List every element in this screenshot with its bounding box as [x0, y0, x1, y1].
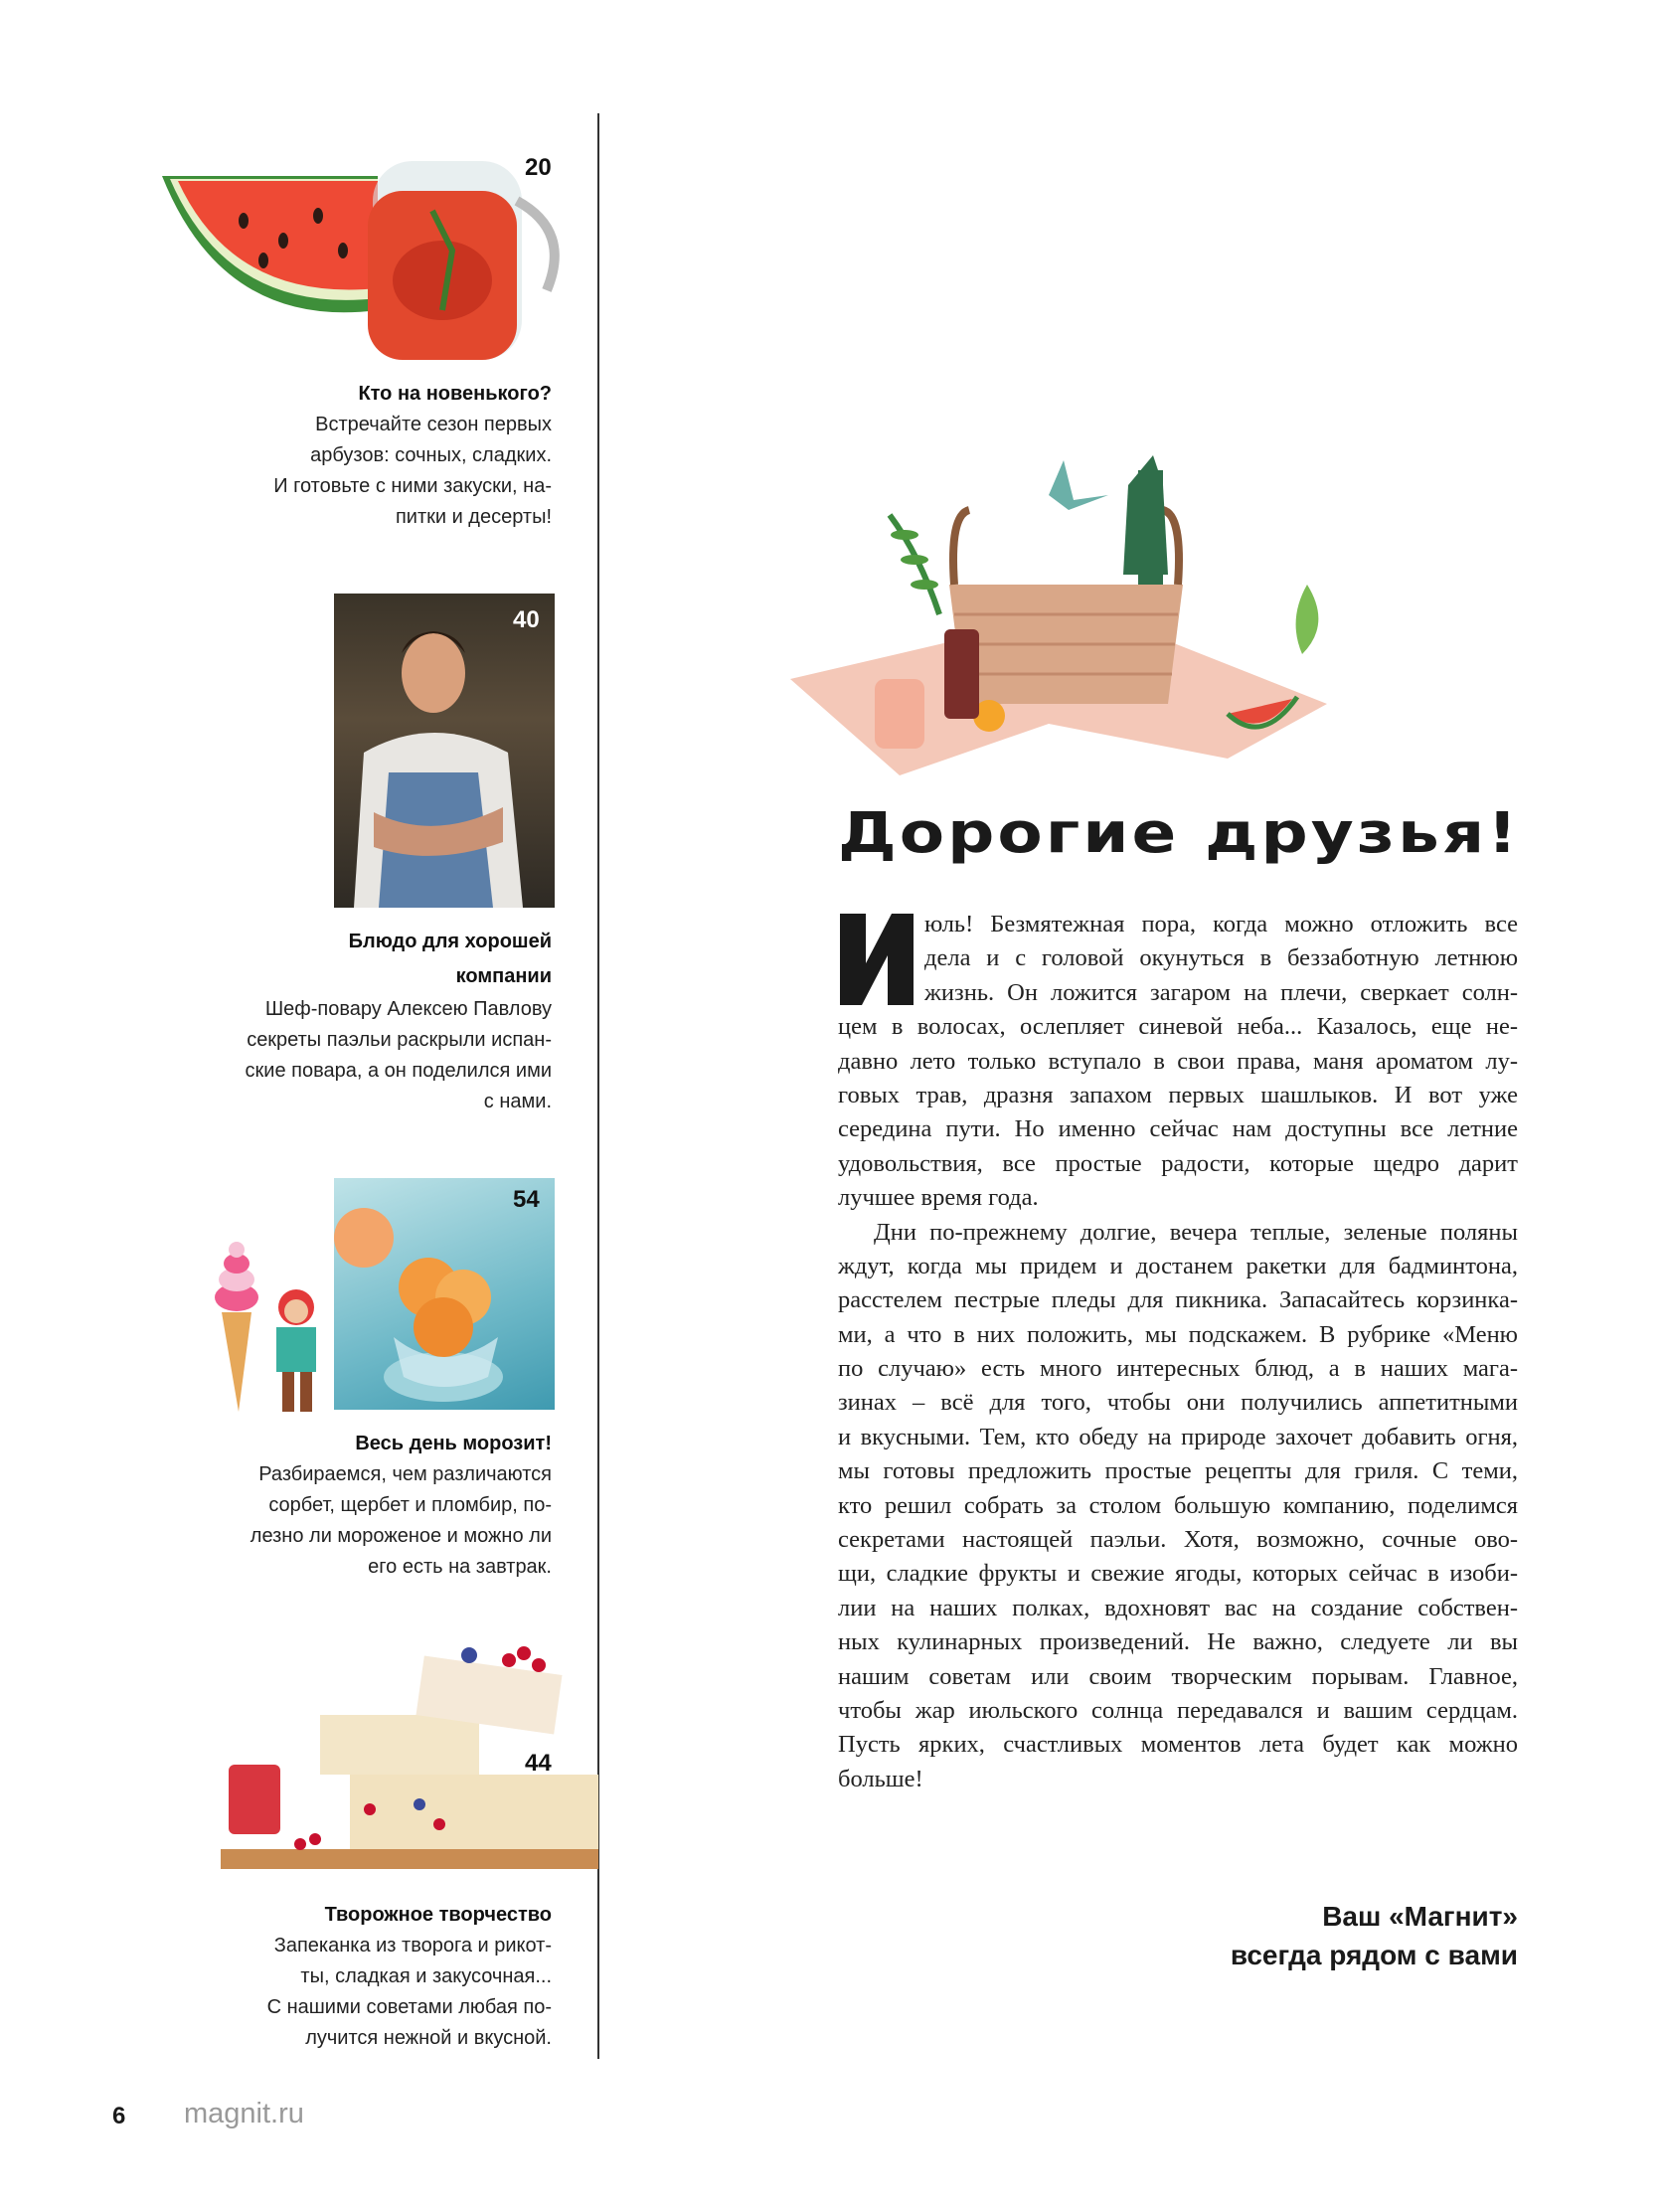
teaser-text: сорбет, щербет и пломбир, по- — [268, 1494, 552, 1516]
teaser-watermelon — [224, 379, 552, 533]
text-line: Пусть ярких, счастливых моментов лета будет как можно — [838, 1731, 1518, 1759]
editorial-text — [838, 908, 1518, 1796]
text-line: мы готовы предложить простые рецепты для гриля. С теми, — [838, 1457, 1518, 1485]
page-title: Дорогие друзья! — [838, 800, 1521, 866]
text-line: жизнь. Он ложится загаром на плечи, сверкает солн- — [924, 978, 1518, 1006]
teaser-casserole — [224, 1900, 552, 2054]
text-line: секретами настоящей паэльи. Хотя, возможно, сочные ово- — [838, 1526, 1518, 1554]
text-line: больше! — [838, 1765, 923, 1792]
teaser-text: Шеф-повару Алексею Павлову — [264, 998, 552, 1020]
drop-cap — [840, 914, 914, 1005]
teaser-chef — [224, 925, 552, 1117]
text-line: нашим советам или своим творческим порывам. Главное, — [838, 1662, 1518, 1690]
teaser-text: питки и десерты! — [395, 506, 552, 528]
teaser-text: И готовьте с ними закуски, на- — [273, 475, 552, 497]
signature-line: всегда рядом с вами — [1230, 1940, 1518, 1970]
teaser-text: С нашими советами любая по- — [266, 1996, 552, 2018]
teaser-text: лучится нежной и вкусной. — [305, 2027, 552, 2049]
teaser-text: Запеканка из творога и рикот- — [273, 1935, 552, 1957]
signature — [1231, 1897, 1518, 1974]
text-line: лии на наших полках, вдохновят вас на создание собствен- — [838, 1594, 1518, 1621]
text-line: зинах – всё для того, чтобы они получились аппетитными — [838, 1389, 1518, 1417]
teaser-icecream — [224, 1429, 552, 1583]
chef-photo — [334, 594, 555, 908]
teaser-title: Блюдо для хорошей — [348, 931, 552, 952]
text-line: кто решил собрать за столом большую компанию, поделимся — [838, 1491, 1518, 1519]
teaser-title: Весь день морозит! — [355, 1433, 552, 1454]
text-line: давно лето только вступало в свои права, маня ароматом лу- — [838, 1047, 1518, 1075]
teaser-text: с нами. — [483, 1091, 552, 1112]
teaser-text: его есть на завтрак. — [368, 1556, 552, 1578]
teaser-text: лезно ли мороженое и можно ли — [249, 1525, 552, 1547]
teaser-text: ские повара, а он поделился ими — [245, 1060, 552, 1082]
teaser-text: Встречайте сезон первых — [315, 414, 552, 435]
text-line: ми, а что в них положить, мы подскажем. В рубрике «Меню — [838, 1320, 1518, 1348]
text-line: ных кулинарных произведений. Не важно, следуете ли вы — [838, 1628, 1518, 1656]
text-line: расстелем пестрые пледы для пикника. Запасайтесь корзинка- — [838, 1286, 1518, 1314]
text-line: удовольствия, все простые радости, которые щедро дарит — [838, 1149, 1518, 1177]
teaser-text: арбузов: сочных, сладких. — [310, 444, 552, 466]
text-line: середина пути. Но именно сейчас нам доступны все летние — [838, 1115, 1518, 1143]
signature-line: Ваш «Магнит» — [1322, 1901, 1518, 1932]
text-line: щи, сладкие фрукты и свежие ягоды, которых сейчас в изоби- — [838, 1560, 1518, 1588]
page-ref-40[interactable]: 40 — [513, 606, 540, 633]
text-line: и вкусными. Тем, кто обеду на природе захочет добавить огня, — [838, 1423, 1518, 1450]
teaser-title: Творожное творчество — [324, 1904, 552, 1926]
page-ref-44[interactable]: 44 — [525, 1750, 552, 1777]
site-link[interactable]: magnit.ru — [184, 2098, 304, 2129]
teaser-text: ты, сладкая и закусочная... — [300, 1965, 552, 1987]
page-number: 6 — [112, 2103, 126, 2129]
text-line: лучшее время года. — [838, 1184, 1039, 1212]
text-line: по случаю» есть много интересных блюд, а в наших мага- — [838, 1355, 1518, 1383]
teaser-title: компании — [455, 965, 552, 987]
text-line: говых трав, дразня запахом первых шашлыков. И вот уже — [838, 1081, 1518, 1108]
teaser-text: Разбираемся, чем различаются — [258, 1463, 552, 1485]
text-line: Дни по-прежнему долгие, вечера теплые, зеленые поляны — [874, 1218, 1518, 1246]
text-line: ждут, когда мы придем и достанем ракетки для бадминтона, — [838, 1252, 1518, 1279]
picnic-basket-illustration — [790, 416, 1332, 783]
watermelon-image — [104, 131, 582, 370]
text-line: дела и с головой окунуться в беззаботную летнюю — [924, 944, 1518, 972]
page-ref-20[interactable]: 20 — [525, 154, 552, 181]
text-line: цем в волосах, ослепляет синевой неба... Казалось, еще не- — [838, 1013, 1518, 1041]
text-line: юль! Безмятежная пора, когда можно отложить все — [924, 911, 1518, 937]
girl-icecream-illustration — [207, 1228, 341, 1417]
teaser-text: секреты паэльи раскрыли испан- — [247, 1029, 552, 1051]
page-ref-54[interactable]: 54 — [513, 1186, 540, 1213]
text-line: чтобы жар июльского солнца передавался и вашим сердцам. — [838, 1696, 1518, 1724]
teaser-title: Кто на новенького? — [358, 383, 552, 405]
